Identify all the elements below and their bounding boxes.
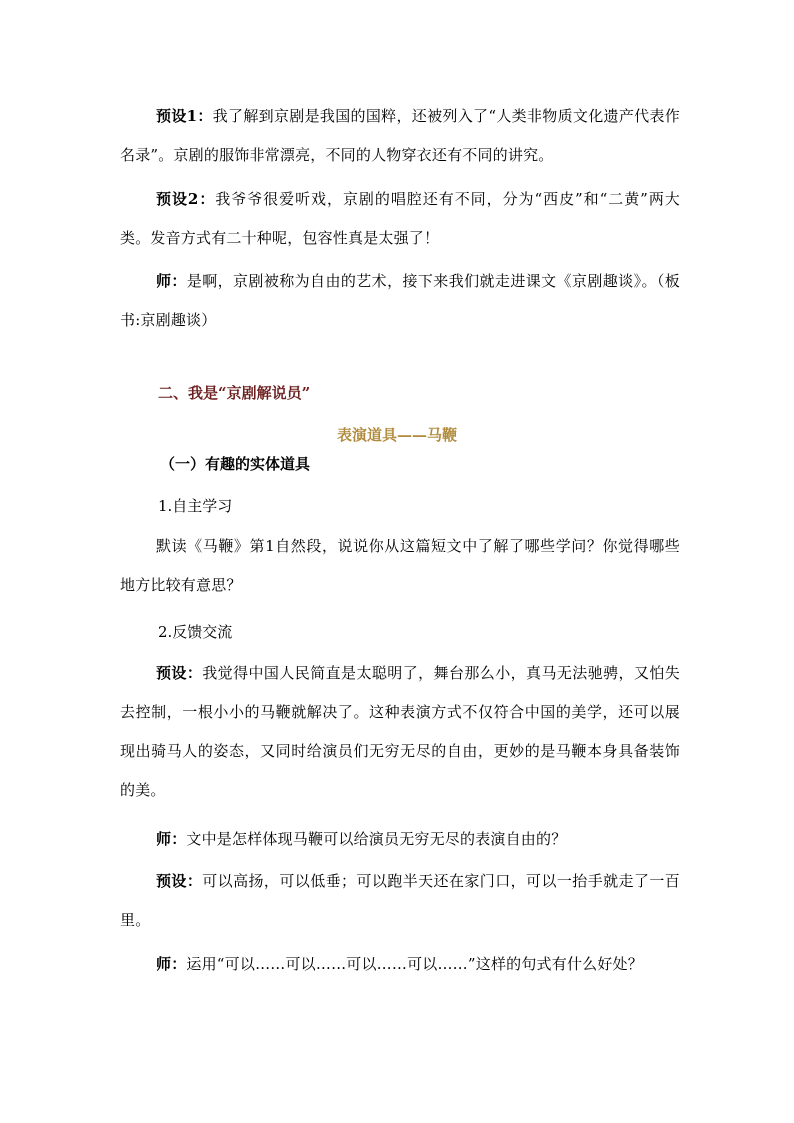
paragraph-text: 运用“可以……可以……可以……可以……”这样的句式有什么好处？ xyxy=(186,955,643,973)
center-title: 表演道具——马鞭 xyxy=(336,426,457,444)
paragraph-reading-task: 默读《马鞭》第1自然段，说说你从这篇短文中了解了哪些学问？你觉得哪些地方比较有意思？ xyxy=(120,537,680,594)
paragraph-teacher-2 xyxy=(120,820,680,859)
paragraph-text: 是啊，京剧被称为自由的艺术，接下来我们就走进课文《京剧趣谈》。（板书:京剧趣谈） xyxy=(120,272,680,329)
paragraph-preset-2 xyxy=(120,180,680,258)
speaker-label: 师： xyxy=(156,830,187,848)
speaker-label: 预设1： xyxy=(156,107,213,125)
list-item-feedback: 2.反馈交流 xyxy=(158,623,233,641)
paragraph-text: 文中是怎样体现马鞭可以给演员无穷无尽的表演自由的？ xyxy=(186,830,567,848)
speaker-label: 师： xyxy=(156,955,187,973)
speaker-label: 预设： xyxy=(156,664,203,682)
paragraph-preset-4 xyxy=(120,862,680,940)
paragraph-teacher-1 xyxy=(120,262,680,340)
section-heading: 二、我是“京剧解说员” xyxy=(158,384,311,402)
paragraph-teacher-3 xyxy=(120,945,680,984)
paragraph-text: 可以高扬，可以低垂；可以跑半天还在家门口，可以一抬手就走了一百里。 xyxy=(120,872,680,929)
paragraph-text: 我了解到京剧是我国的国粹，还被列入了“人类非物质文化遗产代表作名录”。京剧的服饰非常漂亮，不同的人物穿衣还有不同的讲究。 xyxy=(120,107,680,164)
paragraph-preset-3 xyxy=(120,654,680,810)
speaker-label: 预设： xyxy=(156,872,203,890)
list-item-self-study: 1.自主学习 xyxy=(158,497,233,515)
speaker-label: 预设2： xyxy=(156,190,216,208)
paragraph-text: 我觉得中国人民简直是太聪明了，舞台那么小，真马无法驰骋，又怕失去控制，一根小小的马鞭就解决了。这种表演方式不仅符合中国的美学，还可以展现出骑马人的姿态，又同时给演员们无穷无尽的自由，更妙的是马鞭本身具备装饰的美。 xyxy=(120,664,680,799)
speaker-label: 师： xyxy=(156,272,187,290)
sub-heading: （一）有趣的实体道具 xyxy=(160,455,311,473)
paragraph-preset-1 xyxy=(120,97,680,175)
paragraph-text: 我爷爷很爱听戏，京剧的唱腔还有不同，分为“西皮”和“二黄”两大类。发音方式有二十种呢，包容性真是太强了！ xyxy=(120,190,680,247)
